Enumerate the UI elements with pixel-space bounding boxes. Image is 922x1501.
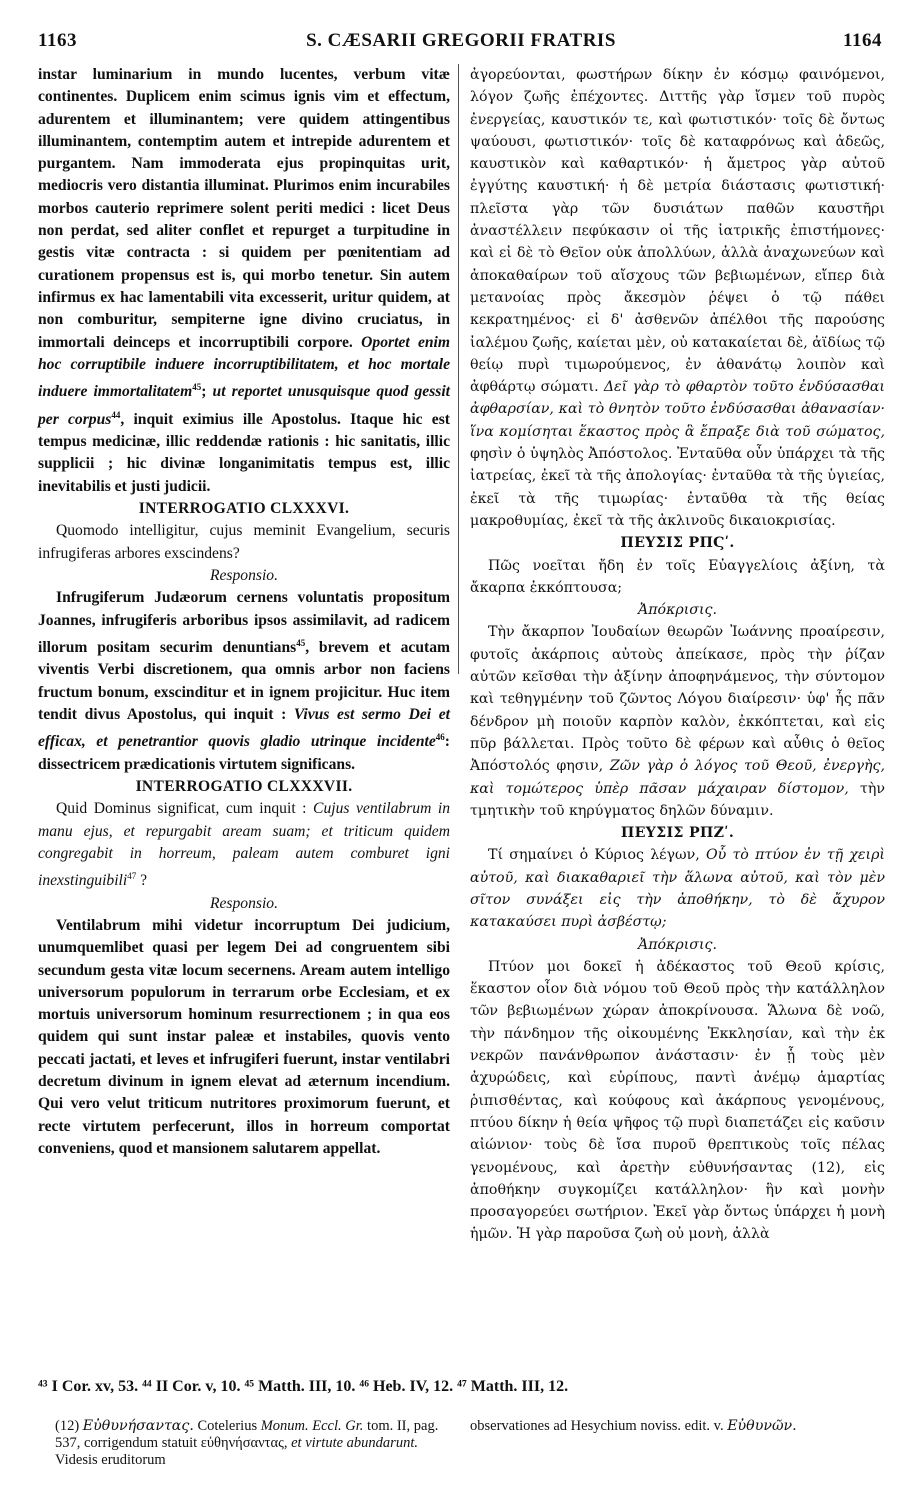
note-greek: Εὐθυνῶν. bbox=[727, 1418, 797, 1434]
column-divider bbox=[458, 64, 459, 674]
left-page-number: 1163 bbox=[38, 30, 77, 51]
greek-quote: Ζῶν γὰρ ὁ λόγος τοῦ Θεοῦ, ἐνεργὴς, καὶ τομώτερος ὑπὲρ πᾶσαν μάχαιραν δίστομον, bbox=[470, 758, 885, 797]
greek-text: Τὴν ἄκαρπον Ἰουδαίων θεωρῶν Ἰωάννης προαίρεσιν, φυτοῖς ἀκάρποις αὐτοὺς ἀπείκασε, πρὸς τὴν ῥίζαν αὐτῶν κεῖσθαι τὴν ἀξίνην ἀποφηνάμενος, τὴν σύντομον καὶ τεθηγμένην τοῦ ζῶντος Λόγου διαίρεσιν· ὑφ' ἧς πᾶν δένδρον μὴ ποιοῦν καρπὸν καλὸν, ἐκκόπτεται, καὶ εἰς πῦρ βάλλεται. Πρὸς τοῦτο δὲ φέρων καὶ αὖθις ὁ θεῖος Ἀπόστολός φησιν, bbox=[470, 624, 885, 775]
note-text: tom. II, pag. 537, corrigendum statuit εὐθηνήσαντας, bbox=[55, 1418, 439, 1451]
note-text: Cotelerius bbox=[193, 1418, 261, 1434]
latin-text: , brevem et acutam viventis Verbi discretionem, qua omnis arbor non faciens fructum bonum, exscinditur et in ignem projicitur. Huc item tendit divus Apostolus, qui inquit : bbox=[38, 638, 450, 723]
running-title: S. CÆSARII GREGORII FRATRIS bbox=[306, 30, 616, 51]
interrogatio-heading: INTERROGATIO CLXXXVII. bbox=[135, 777, 353, 795]
footnote-marker: 45 bbox=[296, 637, 306, 648]
question-text: Quomodo intelligitur, cujus meminit Evangelium, securis infrugiferas arbores exscindens? bbox=[38, 522, 450, 562]
apokrisis-label: Ἀπόκρισις. bbox=[637, 602, 718, 619]
greek-text: τὴν τμητικὴν τοῦ κηρύγματος δηλῶν δύναμιν. bbox=[470, 780, 885, 819]
note-italic: et virtute abundarunt. bbox=[291, 1435, 418, 1451]
greek-paragraph bbox=[470, 64, 885, 532]
responsio-label: Responsio. bbox=[209, 894, 278, 912]
footnote-marker: 44 bbox=[111, 409, 121, 420]
note-number: (12) bbox=[55, 1418, 83, 1434]
question-text bbox=[470, 844, 885, 933]
scripture-references: ⁴³ I Cor. xv, 53. ⁴⁴ II Cor. v, 10. ⁴⁵ Matth. III, 10. ⁴⁶ Heb. IV, 12. ⁴⁷ Matth. III, 12. bbox=[38, 1378, 569, 1395]
latin-text: Quid Dominus significat, cum inquit : bbox=[56, 800, 314, 818]
greek-text: φησὶν ὁ ὑψηλὸς Ἀπόστολος. Ἐνταῦθα οὖν ὑπάρχει τὰ τῆς ἰατρείας, ἐκεῖ τὰ τῆς ἀπολογίας· ἐνταῦθα τὰ τῆς ὑγιείας, ἐκεῖ τὰ τῆς τιμωρίας· ἐνταῦθα τὰ τῆς θείας μακροθυμίας, ἐκεῖ τὰ τῆς ἀκλινοῦς δικαιοκρισίας. bbox=[470, 446, 885, 529]
question-text: Πῶς νοεῖται ἤδη ἐν τοῖς Εὐαγγελίοις ἀξίνη, τὰ ἄκαρπα ἐκκόπτουσα; bbox=[470, 557, 885, 596]
editor-note-left bbox=[55, 1418, 455, 1469]
latin-text: instar luminarium in mundo lucentes, verbum vitæ continentes. Duplicem enim scimus ignis vim et effectum, adurentem et illuminantem; vere quidem attingentibus illuminantem, contemptim autem et intrepide adurentem et purgantem. Nam immoderata ejus propinquitas urit, mediocris vero distantia illuminat. Plurimos enim incurabiles morbos cauterio reprimere solent periti medici : licet Deus non perdat, sed aliter conflet et repurget a turpitudine in gestis vitæ contracta : si quidem per pœnitentiam ad curationem propensus est is, qui morbo tenetur. Sin autem infirmus ex hac lamentabili vita excesserit, uritur quidem, at non comburitur, sempiterne igne divino cruciatus, in immortali deinceps et incorruptibili corpore. bbox=[38, 66, 450, 351]
latin-text: ; bbox=[201, 383, 213, 401]
question-text bbox=[38, 798, 450, 892]
note-text: observationes ad Hesychium noviss. edit. v. bbox=[470, 1418, 728, 1434]
apokrisis-label: Ἀπόκρισις. bbox=[637, 936, 718, 953]
interrogatio-heading: INTERROGATIO CLXXXVI. bbox=[138, 500, 350, 518]
editor-note-right bbox=[470, 1418, 885, 1435]
greek-text: ἀγορεύονται, φωστήρων δίκην ἐν κόσμῳ φαινόμενοι, λόγον ζωῆς ἐπέχοντες. Διττῆς γὰρ ἴσμεν τοῦ πυρὸς ἐνεργείας, καυστικόν τε, καὶ φωτιστικόν· τοῖς δὲ ὄντως ψαύουσι, φωτιστικόν· τοῖς δὲ καταφρόνως καὶ ἀδεῶς, καυστικὸν καὶ καθαρτικόν· ἡ ἄμετρος γὰρ αὐτοῦ ἐγγύτης καυστική· ἡ δὲ μετρία διάστασις φωτιστική· πλεῖστα γὰρ τῶν δυσιάτων παθῶν καυστῆρι ἀναστέλλειν πεφύκασιν οἱ τῆς ἰατρικῆς ἐπιστήμονες· καὶ εἰ δὲ τὸ Θεῖον οὐκ ἀπολλύων, ἀλλὰ ἀναχωνεύων καὶ ἀποκαθαίρων τοῦ αἴσχους τῶν βεβιωμένων, εἴπερ διὰ μετανοίας πρὸς ἄκεσμὸν ῥέψει ὁ τῷ πάθει κεκρατημένος· εἰ δ' ἀσθενῶν ἀπέλθοι τῆς παρούσης ἰαλέμου ζωῆς, καίεται μὲν, οὐ κατακαίεται δὲ, ἀϊδίως τῷ θείῳ πυρὶ τιμωρούμενος, ἐν ἀθανάτῳ λοιπὸν καὶ ἀφθάρτῳ σώματι. bbox=[470, 67, 885, 396]
right-page-number: 1164 bbox=[843, 30, 882, 51]
greek-quote: Οὗ τὸ πτύον ἐν τῇ χειρὶ αὐτοῦ, καὶ διακαθαριεῖ τὴν ἅλωνα αὐτοῦ, καὶ τὸν μὲν σῖτον συνάξει εἰς τὴν ἀποθήκην, τὸ δὲ ἄχυρον κατακαύσει πυρὶ ἀσβέστῳ; bbox=[470, 847, 885, 931]
latin-paragraph: Ventilabrum mihi videtur incorruptum Dei judicium, unumquemlibet quasi per legem Dei ad congruentem sibi secundum gesta vitæ locum secernens. Aream autem intelligo universorum populorum in terrarum orbe Ecclesiam, et ex mortuis universorum hominum resurrectionem ; in qua eos quidem qui sunt instar paleæ et instabiles, quovis vento peccati jactati, et leves et infrugiferi fuerunt, instar ventilabri decretum divinum in ignem elevat ad æternum incendium. Qui vero velut triticum nutritores proximorum fuerunt, et recte virtutem perfecerunt, illos in horreum comportat conveniens, quod et mansionem salutarem appellat. bbox=[38, 916, 450, 1157]
latin-paragraph bbox=[38, 64, 450, 498]
latin-text: , inquit eximius ille Apostolus. Itaque hic est tempus medicinæ, illic reddendæ rationis : hic sanitatis, illic supplicii ; hic divinæ longanimitatis tempus est, illic inevitabilis et justi judicii. bbox=[38, 410, 450, 495]
footnote-marker: 47 bbox=[127, 871, 137, 882]
greek-paragraph bbox=[470, 621, 885, 822]
note-text: Videsis eruditorum bbox=[55, 1452, 166, 1468]
greek-text: Τί σημαίνει ὁ Κύριος λέγων, bbox=[488, 847, 706, 864]
latin-text: ? bbox=[136, 872, 148, 890]
responsio-label: Responsio. bbox=[209, 566, 278, 584]
footnote-marker: 45 bbox=[192, 382, 202, 393]
latin-quote: Oportet enim hoc corruptibile induere incorruptibilitatem, et hoc mortale induere immortalitatem bbox=[38, 333, 451, 401]
latin-column bbox=[38, 64, 450, 1160]
latin-text: Infrugiferum Judæorum cernens voluntatis propositum Joannes, infrugiferis arboribus ipsos assimilavit, ad radicem illorum positam securim denuntians bbox=[38, 589, 450, 656]
note-greek: Εὐθυνήσαντας. bbox=[82, 1418, 194, 1434]
greek-quote: Δεῖ γὰρ τὸ φθαρτὸν τοῦτο ἐνδύσασθαι ἀφθαρσίαν, καὶ τὸ θνητὸν τοῦτο ἐνδύσασθαι ἀθανασίαν· ἵνα κομίσηται ἕκαστος πρὸς ἃ ἔπραξε διὰ τοῦ σώματος, bbox=[470, 379, 885, 440]
latin-quote: Vivus est sermo Dei et efficax, et penetrantior quovis gladio utrinque incidente bbox=[38, 705, 450, 751]
greek-column bbox=[470, 64, 885, 1246]
latin-quote: Cujus ventilabrum in manu ejus, et repurgabit aream suam; et triticum quidem congregabit in horreum, paleam autem comburet igni inexstinguibili bbox=[38, 800, 450, 890]
peusis-heading: ΠΕΥΣΙΣ ΡΠΖʹ. bbox=[620, 825, 735, 842]
latin-text: : dissectricem prædicationis virtutem significans. bbox=[38, 733, 450, 773]
greek-paragraph: Πτύον μοι δοκεῖ ἡ ἀδέκαστος τοῦ Θεοῦ κρίσις, ἕκαστον οἷον διὰ νόμου τοῦ Θεοῦ πρὸς τὴν κατάλληλον τῶν βεβιωμένων χώραν ἀποκρίνουσα. Ἅλωνα δὲ νοῶ, τὴν πάνδημον τῆς οἰκουμένης Ἐκκλησίαν, καὶ τὴν ἐκ νεκρῶν πανάνθρωπον ἀνάστασιν· ἐν ᾗ τοὺς μὲν ἀχυρώδεις, καὶ εὐρίπους, παντὶ ἀνέμῳ ἁμαρτίας ῥιπισθέντας, καὶ κούφους καὶ ἀκάρπους γενομένους, πτύου δίκην ἡ θεία ψῆφος τῷ πυρὶ διαπετάζει εἰς καῦσιν αἰώνιον· τοὺς δὲ ἴσα πυροῦ θρεπτικοὺς τοῖς πέλας γενομένους, καὶ ἀρετὴν εὐθυνήσαντας (12), εἰς ἀποθήκην συγκομίζει κατάλληλον· ἣν καὶ μονὴν προσαγορεύει σωτήριον. Ἐκεῖ γὰρ ὄντως ὑπάρχει ἡ μονὴ ἡμῶν. Ἡ γὰρ παροῦσα ζωὴ οὐ μονὴ, ἀλλὰ bbox=[470, 958, 885, 1243]
footnote-marker: 46 bbox=[435, 732, 445, 743]
peusis-heading: ΠΕΥΣΙΣ ΡΠϚʹ. bbox=[620, 535, 735, 552]
latin-quote: ut reportet unusquisque quod gessit per corpus bbox=[38, 383, 451, 428]
note-italic: Monum. Eccl. Gr. bbox=[260, 1418, 364, 1434]
latin-paragraph bbox=[38, 587, 450, 776]
